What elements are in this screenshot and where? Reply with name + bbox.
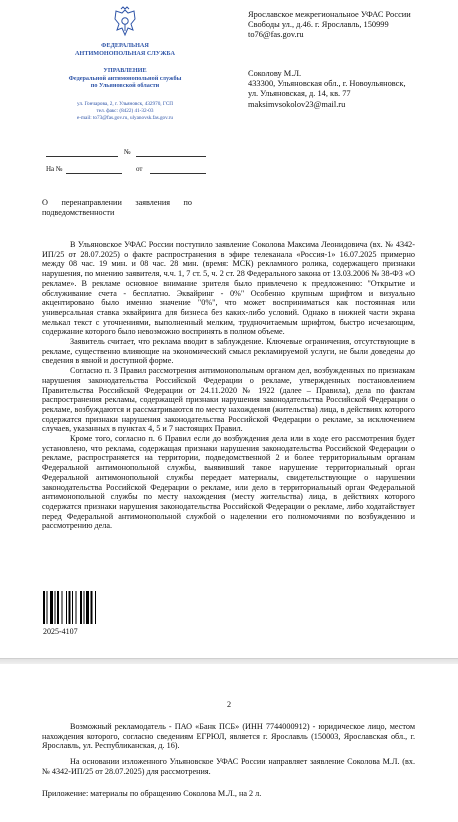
recipient-2 (248, 69, 453, 110)
body-paragraph-4: Кроме того, согласно п. 6 Правил если до возбуждения дела или в ходе его рассмотрения будет установлено, что реклама, содержащая признаки нарушения законодательства Российской Федерации о рекламе, распространяется на территории, подведомственной 2 и более территориальным органам Федеральной антимонопольной службы, выявивший такое нарушение территориальный орган Федеральной антимонопольной службы передает материалы, свидетельствующие о нарушении законодательства Российской Федерации о рекламе, или дело в территориальный орган Федеральной антимонопольной службы по месту нахождения (месту жительства) лица, в действиях которого содержатся признаки нарушения законодательства Российской Федерации о рекламе, либо ходатайствует перед Федеральной антимонопольной службой о наделении его полномочиями по возбуждению и рассмотрению дела. (42, 434, 415, 531)
recipient-1-name: Ярославское межрегиональное УФАС России (248, 10, 411, 19)
agency-line-1: ФЕДЕРАЛЬНАЯ (101, 42, 149, 49)
recipient-2-name: Соколову М.Л. (248, 69, 302, 78)
barcode-bar (84, 591, 85, 624)
recipient-2-address-2: ул. Ульяновская, д. 14, кв. 77 (248, 89, 351, 99)
barcode-icon (43, 591, 115, 624)
body-paragraph-1: В Ульяновское УФАС России поступило заявление Соколова Максима Леонидовича (вх. № 4342-ИП/25 от 28.07.2025) о факте распространения в эфире телеканала «Россия-1» 16.07.2025 примерно между 08 час. 19 мин. и 08 час. 28 мин. (время: МСК) рекламного ролика, содержащего признаки нарушения, по мнению заявителя, ч.ч. 1, 7 ст. 5, ч. 2 ст. 28 Федерального закона от 13.03.2006 № 38-ФЗ «О рекламе». В рекламе основное внимание зрителя было привлечено к предложению: "Открытие и обслуживание счета - бесплатно. Эквайринг - 0%" Особенно крупным шрифтом и визуально акцентировано было именно значение "0%", что может восприниматься как постоянная или универсальная ставка эквайринга для бизнеса без каких-либо условий. Однако в нижней части экрана мелькал текст с уточнениями, выполненный мелким, трудночитаемым шрифтом, быстро исчезающим, содержание которого было невозможно воспринять в полном объеме. (42, 240, 415, 337)
page-number: 2 (226, 700, 232, 709)
letter-body (42, 240, 415, 531)
coat-of-arms-icon (111, 6, 139, 38)
page-2-paragraph-2: На основании изложенного Ульяновское УФАС России направляет заявление Соколова М.Л. (вх. № 4342-ИП/25 от 28.07.2025) для рассмотрения. (42, 757, 415, 776)
body-paragraph-2: Заявитель считает, что реклама вводит в заблуждение. Ключевые ограничения, отсутствующие в рекламе, существенно влияющие на экономический смысл рекламируемой услуги, не были доведены до сведения в явной и доступной форме. (42, 337, 415, 366)
agency-line-2: АНТИМОНОПОЛЬНАЯ СЛУЖБА (75, 49, 175, 57)
agency-name (50, 42, 200, 57)
recipient-1-address: Свободы ул., д.46. г. Ярославль, 150999 (248, 20, 389, 30)
office-line-1: УПРАВЛЕНИЕ (103, 67, 147, 74)
reg-no-sign: № (124, 148, 131, 156)
office-line-2: Федеральной антимонопольной службы (68, 74, 182, 82)
attachment-line: Приложение: материалы по обращению Соколова М.Л., на 2 л. (42, 788, 262, 798)
barcode-bar (95, 591, 96, 624)
office-name (50, 67, 200, 90)
page-2-text (42, 722, 415, 798)
recipient-2-address-1: 433300, Ульяновская обл., г. Новоульяновск, (248, 79, 406, 89)
barcode-bar (57, 591, 59, 624)
office-contacts (50, 101, 200, 122)
recipient-2-email: maksimvsokolov23@mail.ru (248, 99, 346, 109)
reg-date-line (46, 156, 118, 157)
barcode-bar (55, 591, 56, 624)
registration-number: 2025-4107 (43, 627, 78, 636)
office-line-3: по Ульяновской области (90, 82, 160, 89)
ref-number-line (66, 173, 122, 174)
letter-subject: О перенаправлении заявления по подведомственности (42, 198, 192, 217)
ref-from-label: от (136, 165, 143, 173)
page-2-paragraph-1: Возможный рекламодатель - ПАО «Банк ПСБ» (ИНН 7744000912) - юридическое лицо, местом нахождения которого, согласно сведениям ЕГРЮЛ, является г. Ярославль (150003, Ярославская обл., г. Ярославль, ул. Республиканская, д. 16). (42, 722, 415, 751)
recipient-1-email: to76@fas.gov.ru (248, 30, 304, 40)
barcode-bar (66, 591, 67, 624)
barcode-bar (47, 591, 48, 624)
recipient-1 (248, 10, 448, 41)
barcode-bar (62, 591, 63, 624)
office-email: e-mail: to73@fas.gov.ru, ulyanovsk.fas.gov.ru (76, 115, 174, 121)
barcode-bar (76, 591, 77, 624)
barcode-bar (43, 591, 45, 624)
barcode-bar (80, 591, 82, 624)
barcode-bar (86, 591, 89, 624)
ref-date-line (150, 173, 206, 174)
barcode-bar (72, 591, 73, 624)
office-phone: тел. факс: (8422) 41-32-03 (96, 108, 154, 114)
ref-label: На № (46, 165, 63, 173)
barcode-bar (69, 591, 71, 624)
body-paragraph-3: Согласно п. 3 Правил рассмотрения антимонопольным органом дел, возбужденных по признакам нарушения законодательства Российской Федерации о рекламе, утвержденных постановлением Правительства Российской Федерации от 24.11.2020 № 1922 (далее – Правила), дела по фактам распространения рекламы, содержащей признаки нарушения законодательства Российской Федерации о рекламе, возбуждаются и рассматриваются по месту нахождения (жительства) лица, в действиях которого содержатся признаки нарушения законодательства Российской Федерации о рекламе, за исключением случаев, указанных в пунктах 4, 5 и 7 настоящих Правил. (42, 366, 415, 434)
reg-number-line (136, 156, 206, 157)
office-address: ул. Гончарова, 2, г. Ульяновск, 432970, ГСП (76, 101, 174, 107)
barcode-bar (50, 591, 53, 624)
barcode-bar (91, 591, 93, 624)
